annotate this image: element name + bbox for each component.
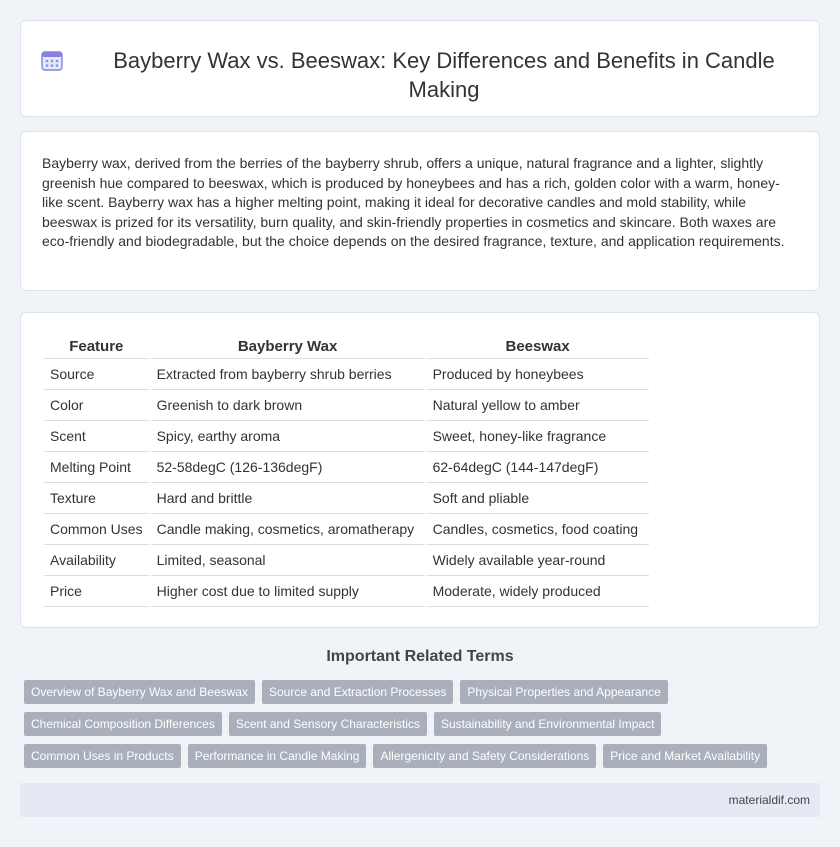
bayberry-cell: Higher cost due to limited supply xyxy=(151,576,425,607)
tag-row xyxy=(24,680,824,704)
beeswax-cell: Candles, cosmetics, food coating xyxy=(427,514,649,545)
bayberry-cell: Spicy, earthy aroma xyxy=(151,421,425,452)
comparison-table xyxy=(42,335,651,607)
table-row xyxy=(44,421,649,452)
beeswax-cell: Natural yellow to amber xyxy=(427,390,649,421)
table-row xyxy=(44,483,649,514)
feature-cell: Texture xyxy=(44,483,149,514)
bayberry-cell: Extracted from bayberry shrub berries xyxy=(151,359,425,390)
related-term-tag[interactable]: Performance in Candle Making xyxy=(188,744,367,768)
related-terms-title: Important Related Terms xyxy=(326,648,514,665)
comparison-table-card xyxy=(20,312,820,628)
feature-cell: Scent xyxy=(44,421,149,452)
related-term-tag[interactable]: Allergenicity and Safety Considerations xyxy=(373,744,596,768)
table-row xyxy=(44,390,649,421)
page-title: Bayberry Wax vs. Beeswax: Key Differences and Benefits in Candle Making xyxy=(113,48,775,102)
calendar-grid-icon xyxy=(41,49,63,71)
beeswax-cell: 62-64degC (144-147degF) xyxy=(427,452,649,483)
bayberry-cell: Limited, seasonal xyxy=(151,545,425,576)
table-row xyxy=(44,514,649,545)
beeswax-cell: Sweet, honey-like fragrance xyxy=(427,421,649,452)
bayberry-cell: Hard and brittle xyxy=(151,483,425,514)
tag-row xyxy=(24,744,824,768)
tag-row xyxy=(24,712,824,736)
column-header-feature: Feature xyxy=(44,335,149,359)
related-term-tag[interactable]: Common Uses in Products xyxy=(24,744,181,768)
related-term-tag[interactable]: Overview of Bayberry Wax and Beeswax xyxy=(24,680,255,704)
beeswax-cell: Produced by honeybees xyxy=(427,359,649,390)
feature-cell: Availability xyxy=(44,545,149,576)
feature-cell: Price xyxy=(44,576,149,607)
table-row xyxy=(44,359,649,390)
bayberry-cell: Candle making, cosmetics, aromatherapy xyxy=(151,514,425,545)
related-term-tag[interactable]: Scent and Sensory Characteristics xyxy=(229,712,427,736)
table-row xyxy=(44,452,649,483)
table-row xyxy=(44,545,649,576)
related-term-tag[interactable]: Chemical Composition Differences xyxy=(24,712,222,736)
intro-card xyxy=(20,131,820,291)
header-card xyxy=(20,20,820,117)
footer-bar xyxy=(20,783,820,817)
related-term-tag[interactable]: Source and Extraction Processes xyxy=(262,680,453,704)
feature-cell: Source xyxy=(44,359,149,390)
table-header-row xyxy=(44,335,649,359)
beeswax-cell: Moderate, widely produced xyxy=(427,576,649,607)
beeswax-cell: Widely available year-round xyxy=(427,545,649,576)
bayberry-cell: Greenish to dark brown xyxy=(151,390,425,421)
feature-cell: Color xyxy=(44,390,149,421)
intro-paragraph: Bayberry wax, derived from the berries of the bayberry shrub, offers a unique, natural fragrance and a lighter, slightly greenish hue compared to beeswax, which is produced by honeybees and has a rich, golden color with a warm, honey-like scent. Bayberry wax has a higher melting point, making it ideal for decorative candles and mold stability, while beeswax is prized for its versatility, burn quality, and skin-friendly properties in cosmetics and skincare. Both waxes are eco-friendly and biodegradable, but the choice depends on the desired fragrance, texture, and application requirements. xyxy=(42,155,785,250)
table-row xyxy=(44,576,649,607)
feature-cell: Melting Point xyxy=(44,452,149,483)
bayberry-cell: 52-58degC (126-136degF) xyxy=(151,452,425,483)
related-term-tag[interactable]: Price and Market Availability xyxy=(603,744,767,768)
column-header-beeswax: Beeswax xyxy=(427,335,649,359)
related-term-tag[interactable]: Sustainability and Environmental Impact xyxy=(434,712,661,736)
column-header-bayberry-wax: Bayberry Wax xyxy=(151,335,425,359)
related-term-tag[interactable]: Physical Properties and Appearance xyxy=(460,680,667,704)
beeswax-cell: Soft and pliable xyxy=(427,483,649,514)
footer-site-link[interactable]: materialdif.com xyxy=(728,793,810,807)
feature-cell: Common Uses xyxy=(44,514,149,545)
related-terms-list xyxy=(24,680,824,776)
